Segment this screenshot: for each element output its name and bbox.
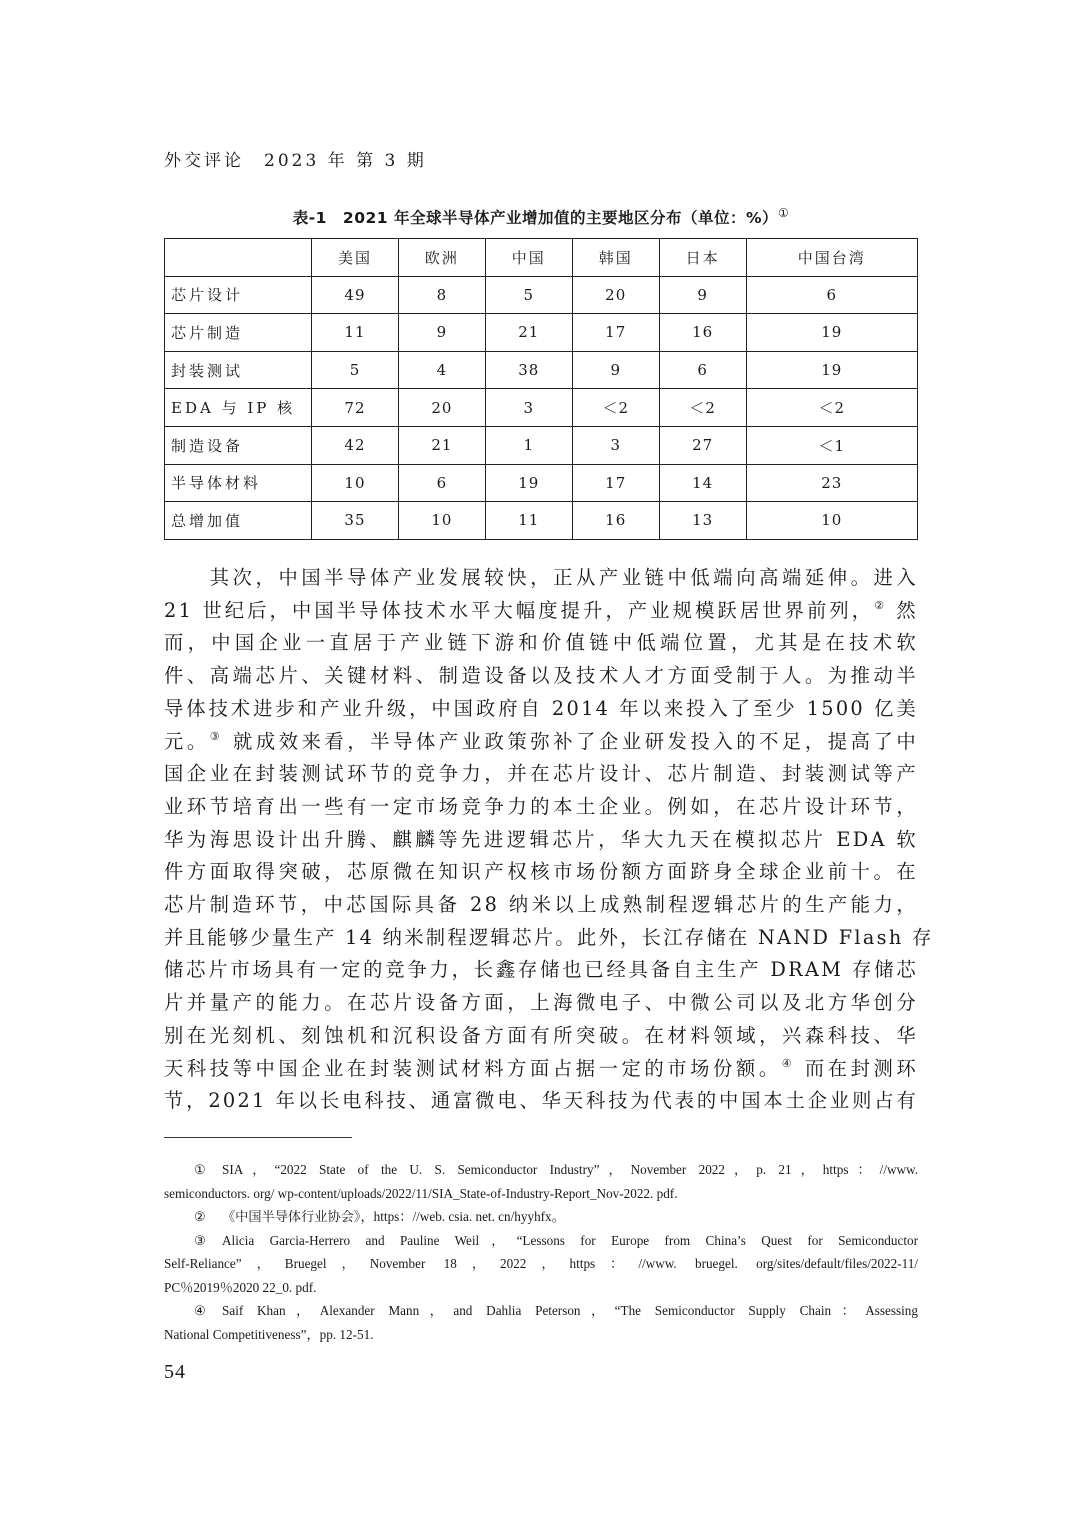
body-line: 而，中国企业一直居于产业链下游和价值链中低端位置，尤其是在技术软 xyxy=(164,631,918,655)
body-line: 件方面取得突破，芯原微在知识产权核市场份额方面跻身全球企业前十。在 xyxy=(164,860,918,884)
body-line: 导体技术进步和产业升级，中国政府自 2014 年以来投入了至少 1500 亿美 xyxy=(164,696,918,720)
table-cell: ＜2 xyxy=(572,389,659,427)
table-row xyxy=(165,276,918,314)
body-text-segment: 天科技等中国企业在封装测试材料方面占据一定的市场份额。 xyxy=(164,1056,782,1080)
row-label: 制造设备 xyxy=(165,426,312,464)
footnote-1 xyxy=(164,1158,918,1205)
column-header: 中国 xyxy=(485,239,572,277)
table-cell: 9 xyxy=(659,276,746,314)
footnote-text: SIA，“2022 State of the U. S. Semiconductor Industry”，November 2022，p. 21，https：//www. xyxy=(222,1162,918,1177)
table-cell: 11 xyxy=(312,314,399,352)
table-corner-cell xyxy=(165,239,312,277)
table-cell: 10 xyxy=(746,502,917,540)
footnote-line: PC％2019％2020 22_0. pdf. xyxy=(164,1279,317,1295)
body-line: 件、高端芯片、关键材料、制造设备以及技术人才方面受制于人。为推动半 xyxy=(164,664,918,688)
table-cell: 17 xyxy=(572,464,659,502)
footnote-2 xyxy=(164,1205,918,1229)
table-cell: 17 xyxy=(572,314,659,352)
table-row xyxy=(165,502,918,540)
body-text-segment: 而在封测环 xyxy=(795,1056,918,1080)
footnote-line xyxy=(164,1205,918,1229)
table-cell: 1 xyxy=(485,426,572,464)
footnote-divider xyxy=(164,1137,352,1138)
body-text-segment: 元。 xyxy=(164,729,210,753)
body-text-segment: 然 xyxy=(887,598,918,622)
footnote-3 xyxy=(164,1229,918,1300)
table-row xyxy=(165,389,918,427)
table-cell: 5 xyxy=(485,276,572,314)
body-paragraph xyxy=(164,562,934,1118)
table-cell: 14 xyxy=(659,464,746,502)
footnote-text: 《中国半导体行业协会》，https：//web. csia. net. cn/hyyhfx。 xyxy=(222,1209,565,1224)
table-row xyxy=(165,351,918,389)
body-line: 华为海思设计出升腾、麒麟等先进逻辑芯片，华大九天在模拟芯片 EDA 软 xyxy=(164,827,918,851)
table-cell: 38 xyxy=(485,351,572,389)
column-header: 中国台湾 xyxy=(746,239,917,277)
column-header: 韩国 xyxy=(572,239,659,277)
table-cell: 5 xyxy=(312,351,399,389)
page-number: 54 xyxy=(164,1361,186,1383)
body-line: 其次，中国半导体产业发展较快，正从产业链中低端向高端延伸。进入 xyxy=(164,566,918,589)
footnotes xyxy=(164,1158,918,1346)
body-text-segment: 21 世纪后，中国半导体技术水平大幅度提升，产业规模跃居世界前列， xyxy=(164,598,875,622)
data-table xyxy=(164,238,918,540)
table-cell: 9 xyxy=(572,351,659,389)
row-label: 总增加值 xyxy=(165,502,312,540)
row-label: EDA 与 IP 核 xyxy=(165,389,312,427)
table-cell: 42 xyxy=(312,426,399,464)
table-cell: 19 xyxy=(746,314,917,352)
footnote-marker: ② xyxy=(194,1209,206,1224)
table-cell: 35 xyxy=(312,502,399,540)
footnote-marker: ③ xyxy=(194,1232,206,1248)
body-line xyxy=(164,595,918,628)
table-row xyxy=(165,426,918,464)
body-line: 别在光刻机、刻蚀机和沉积设备方面有所突破。在材料领域，兴森科技、华 xyxy=(164,1023,918,1047)
row-label: 芯片设计 xyxy=(165,276,312,314)
table-cell: 20 xyxy=(398,389,485,427)
footnote-4 xyxy=(164,1299,918,1346)
table-cell: 3 xyxy=(572,426,659,464)
table-header-row xyxy=(165,239,918,277)
running-head: 外交评论 2023 年 第 3 期 xyxy=(164,151,427,171)
body-line xyxy=(164,726,918,759)
body-line xyxy=(164,1053,918,1086)
row-label: 芯片制造 xyxy=(165,314,312,352)
table-row xyxy=(165,314,918,352)
body-line: 业环节培育出一些有一定市场竞争力的本土企业。例如，在芯片设计环节， xyxy=(164,794,918,818)
table-cell: ＜2 xyxy=(746,389,917,427)
table-cell: 4 xyxy=(398,351,485,389)
footnote-text: Saif Khan，Alexander Mann，and Dahlia Peterson，“The Semiconductor Supply Chain：Assessing xyxy=(222,1303,918,1318)
body-text-segment: 就成效来看，半导体产业政策弥补了企业研发投入的不足，提高了中 xyxy=(223,729,918,753)
table-cell: 21 xyxy=(485,314,572,352)
table-cell: 16 xyxy=(572,502,659,540)
table-cell: 10 xyxy=(312,464,399,502)
table-cell: 23 xyxy=(746,464,917,502)
table-cell: 3 xyxy=(485,389,572,427)
table-cell: 20 xyxy=(572,276,659,314)
table-cell: 10 xyxy=(398,502,485,540)
body-line: 储芯片市场具有一定的竞争力，长鑫存储也已经具备自主生产 DRAM 存储芯 xyxy=(164,958,918,982)
table-cell: 9 xyxy=(398,314,485,352)
table-cell: 11 xyxy=(485,502,572,540)
footnote-marker: ④ xyxy=(194,1303,206,1318)
table-cell: 19 xyxy=(485,464,572,502)
footnote-line xyxy=(164,1299,918,1323)
footnote-line xyxy=(164,1229,918,1253)
body-line: 芯片制造环节，中芯国际具备 28 纳米以上成熟制程逻辑芯片的生产能力， xyxy=(164,893,918,917)
table-cell: 16 xyxy=(659,314,746,352)
body-line: 节，2021 年以长电科技、通富微电、华天科技为代表的中国本土企业则占有 xyxy=(164,1089,918,1113)
body-line: 片并量产的能力。在芯片设备方面，上海微电子、中微公司以及北方华创分 xyxy=(164,991,918,1015)
table-cell: ＜1 xyxy=(746,426,917,464)
table-caption xyxy=(164,206,918,228)
column-header: 日本 xyxy=(659,239,746,277)
footnote-ref-2: ② xyxy=(874,598,888,612)
table-cell: 49 xyxy=(312,276,399,314)
table-cell: 6 xyxy=(398,464,485,502)
footnote-line: semiconductors. org/ wp-content/uploads/2022/11/SIA_State-of-Industry-Report_Nov-2022. pdf. xyxy=(164,1185,678,1201)
table-caption-text: 表-1 2021 年全球半导体产业增加值的主要地区分布（单位：%） xyxy=(292,209,779,228)
footnote-line xyxy=(164,1158,918,1182)
column-header: 欧洲 xyxy=(398,239,485,277)
table-cell: 21 xyxy=(398,426,485,464)
footnote-text: Alicia Garcia-Herrero and Pauline Weil，“Lessons for Europe from China’s Quest for Semiconductor xyxy=(222,1232,918,1248)
column-header: 美国 xyxy=(312,239,399,277)
table-cell: 8 xyxy=(398,276,485,314)
row-label: 半导体材料 xyxy=(165,464,312,502)
footnote-ref-4: ④ xyxy=(781,1056,796,1070)
table-cell: 13 xyxy=(659,502,746,540)
table-cell: ＜2 xyxy=(659,389,746,427)
table-cell: 27 xyxy=(659,426,746,464)
footnote-line: National Competitiveness”，pp. 12-51. xyxy=(164,1326,374,1342)
footnote-ref-3: ③ xyxy=(209,729,224,743)
table-row xyxy=(165,464,918,502)
footnote-line: Self-Reliance”，Bruegel，November 18，2022，https：//www. bruegel. org/sites/default/files/2022-11/ xyxy=(164,1256,918,1271)
table-cell: 19 xyxy=(746,351,917,389)
row-label: 封装测试 xyxy=(165,351,312,389)
table-cell: 6 xyxy=(746,276,917,314)
body-line: 并且能够少量生产 14 纳米制程逻辑芯片。此外，长江存储在 NAND Flash 存 xyxy=(164,925,934,949)
body-line: 国企业在封装测试环节的竞争力，并在芯片设计、芯片制造、封装测试等产 xyxy=(164,762,918,786)
footnote-ref-1: ① xyxy=(778,206,790,220)
footnote-marker: ① xyxy=(194,1162,206,1177)
table-cell: 6 xyxy=(659,351,746,389)
table-cell: 72 xyxy=(312,389,399,427)
